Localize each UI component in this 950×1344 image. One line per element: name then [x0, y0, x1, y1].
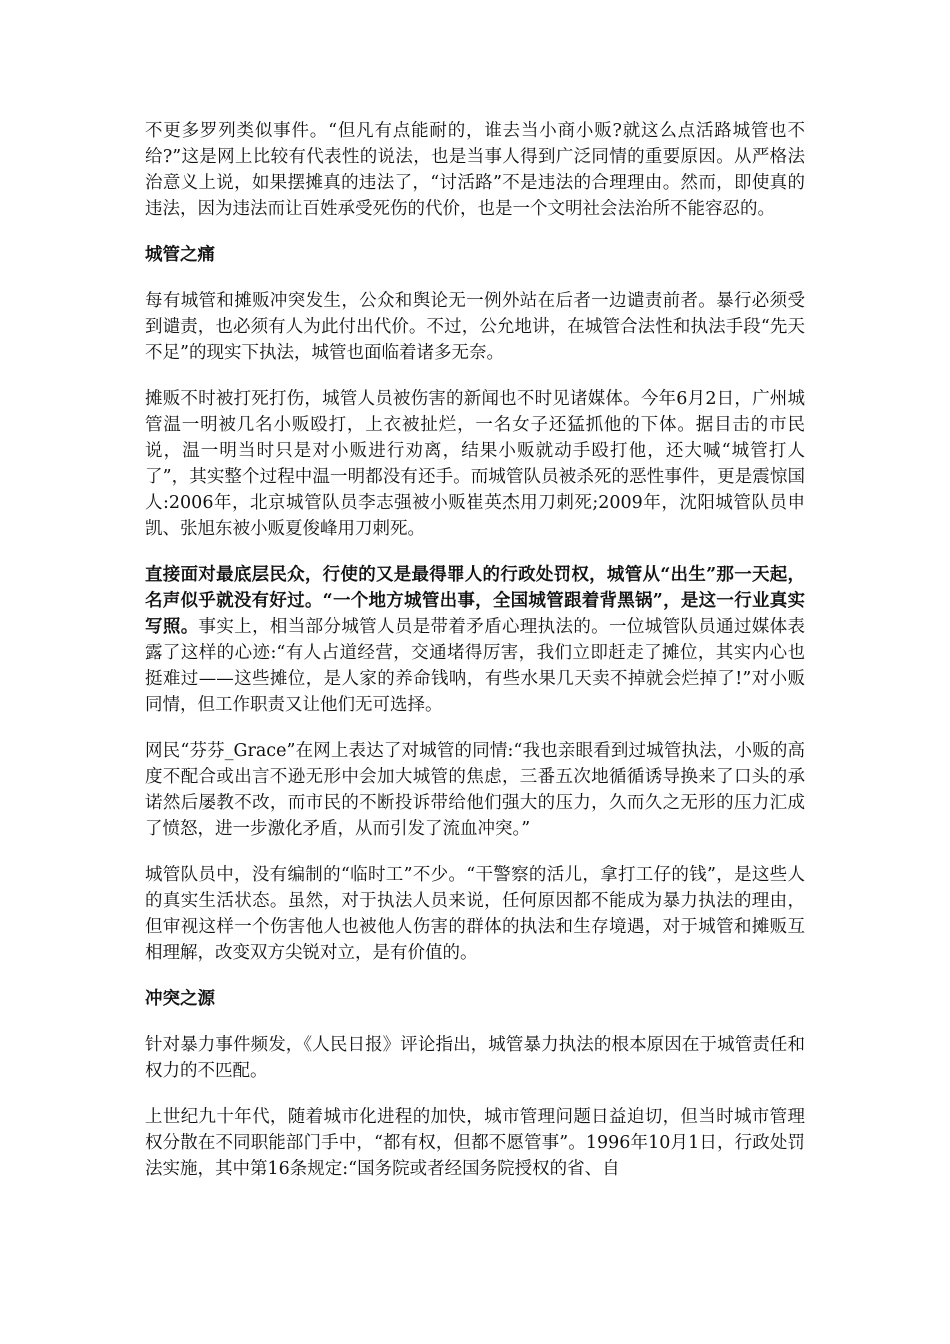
paragraph-temporary-workers: 城管队员中，没有编制的“临时工”不少。“干警察的活儿，拿打工仔的钱”，是这些人的真实生活状态。虽然，对于执法人员来说，任何原因都不能成为暴力执法的理由，但审视这样一个伤害他人也被他人伤害的群体的执法和生存境遇，对于城管和摊贩互相理解，改变双方尖锐对立，是有价值的。	[145, 865, 805, 963]
paragraph-public-opinion: 每有城管和摊贩冲突发生，公众和舆论无一例外站在后者一边谴责前者。暴行必须受到谴责，也必须有人为此付出代价。不过，公允地讲，在城管合法性和执法手段“先天不足”的现实下执法，城管也面临着诸多无奈。	[145, 291, 805, 363]
paragraph-reputation-rest: 事实上，相当部分城管人员是带着矛盾心理执法的。一位城管队员通过媒体表露了这样的心迹:“有人占道经营，交通堵得厉害，我们立即赶走了摊位，其实内心也挺难过——这些摊位，是人家的养命钱呐，有些水果几天卖不掉就会烂掉了!”对小贩同情，但工作职责又让他们无可选择。	[145, 617, 806, 715]
section-heading-urban-management-pain: 城管之痛	[145, 245, 215, 265]
paragraph-peoples-daily: 针对暴力事件频发，《人民日报》评论指出，城管暴力执法的根本原因在于城管责任和权力的不匹配。	[145, 1035, 805, 1081]
bold-lead-text: 直接面对最底层民众，行使的又是最得罪人的行政处罚权，城管从“出生”那一天起，名声似乎就没有好过。“一个地方城管出事，全国城管跟着背黑锅”，是这一行业真实写照。	[145, 565, 805, 637]
paragraph-intro: 不更多罗列类似事件。“但凡有点能耐的，谁去当小商小贩?就这么点活路城管也不给?”这是网上比较有代表性的说法，也是当事人得到广泛同情的重要原因。从严格法治意义上说，如果摆摊真的违法了，“讨活路”不是违法的合理理由。然而，即使真的违法，因为违法而让百姓承受死伤的代价，也是一个文明社会法治所不能容忍的。	[145, 121, 805, 219]
section-heading-conflict-source: 冲突之源	[145, 989, 215, 1009]
paragraph-violence-cases: 摊贩不时被打死打伤，城管人员被伤害的新闻也不时见诸媒体。今年6月2日，广州城管温一明被几名小贩殴打，上衣被扯烂，一名女子还猛抓他的下体。据目击的市民说，温一明当时只是对小贩进行劝离，结果小贩就动手殴打他，还大喊“城管打人了”，其实整个过程中温一明都没有还手。而城管队员被杀死的恶性事件，更是震惊国人:2006年，北京城管队员李志强被小贩崔英杰用刀刺死;2009年，沈阳城管队员申凯、张旭东被小贩夏俊峰用刀刺死。	[145, 389, 805, 539]
paragraph-reputation	[145, 562, 805, 718]
paragraph-history: 上世纪九十年代，随着城市化进程的加快，城市管理问题日益迫切，但当时城市管理权分散在不同职能部门手中，“都有权，但都不愿管事”。1996年10月1日，行政处罚法实施，其中第16条规定:“国务院或者经国务院授权的省、自	[145, 1107, 805, 1179]
paragraph-netizen-quote: 网民“芬芬_Grace”在网上表达了对城管的同情:“我也亲眼看到过城管执法，小贩的高度不配合或出言不逊无形中会加大城管的焦虑，三番五次地循循诱导换来了口头的承诺然后屡教不改，而市民的不断投诉带给他们强大的压力，久而久之无形的压力汇成了愤怒，进一步激化矛盾，从而引发了流血冲突。”	[145, 741, 805, 839]
